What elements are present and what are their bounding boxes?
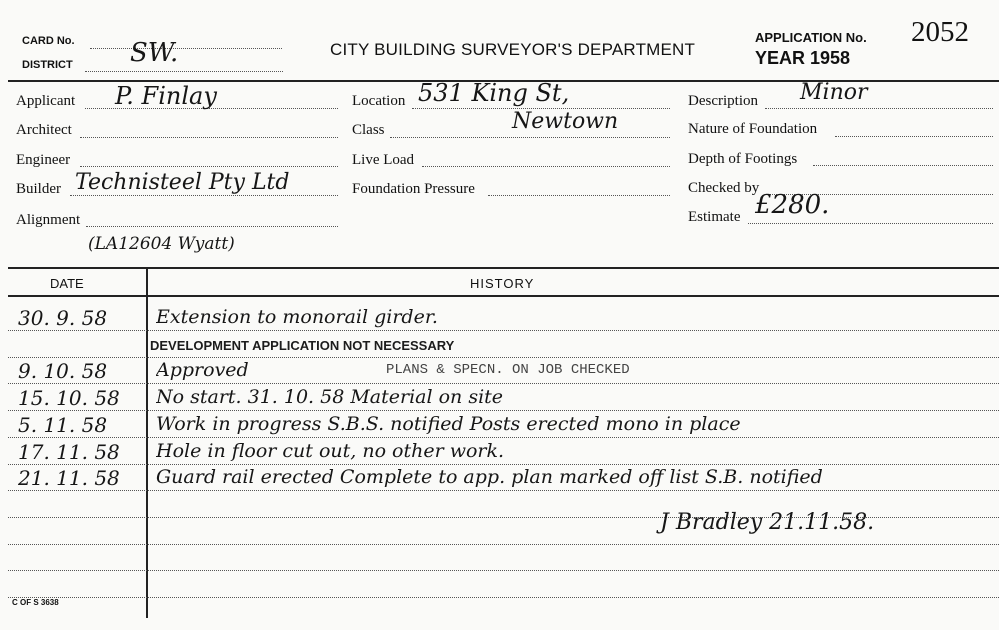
location-label: Location (352, 93, 406, 109)
history-ruled-line (8, 570, 999, 571)
history-date: 30. 9. 58 (18, 306, 108, 330)
estimate-label: Estimate (688, 209, 741, 225)
history-ruled-line (8, 437, 999, 438)
foundation-pressure-label: Foundation Pressure (352, 181, 475, 197)
history-entry: No start. 31. 10. 58 Material on site (156, 386, 504, 408)
nature-of-foundation-label: Nature of Foundation (688, 121, 818, 137)
location-value: 531 King St, (418, 79, 570, 107)
class-value: Newtown (512, 109, 619, 134)
history-date: 15. 10. 58 (18, 386, 120, 410)
application-no-label: APPLICATION No. (755, 30, 867, 45)
application-number: 2052 (911, 16, 969, 48)
signature: J Bradley 21.11.58. (660, 510, 875, 535)
description-value: Minor (800, 80, 868, 105)
builder-value: Technisteel Pty Ltd (75, 170, 290, 195)
history-date: 5. 11. 58 (18, 413, 108, 437)
history-entry: Work in progress S.B.S. notified Posts erected mono in place (156, 413, 741, 435)
alignment-label: Alignment (16, 212, 81, 228)
district-value: SW. (130, 38, 179, 68)
applicant-value: P. Finlay (115, 82, 217, 110)
estimate-value: £280. (755, 190, 830, 220)
depth-of-footings-label: Depth of Footings (688, 151, 798, 167)
history-column-header: HISTORY (470, 276, 535, 291)
history-date: 21. 11. 58 (18, 466, 120, 490)
alignment-note: (LA12604 Wyatt) (88, 234, 235, 254)
plans-checked-stamp: PLANS & SPECN. ON JOB CHECKED (386, 362, 630, 378)
history-ruled-line (8, 357, 999, 358)
card-no-label: CARD No. (22, 35, 75, 47)
checked-by-label: Checked by (688, 180, 760, 196)
applicant-label: Applicant (16, 93, 76, 109)
page-title: CITY BUILDING SURVEYOR'S DEPARTMENT (330, 40, 696, 59)
history-entry: Extension to monorail girder. (156, 306, 438, 328)
development-stamp: DEVELOPMENT APPLICATION NOT NECESSARY (150, 338, 455, 353)
history-ruled-line (8, 464, 999, 465)
date-column-header: DATE (50, 276, 84, 291)
form-code: C OF S 3638 (12, 598, 59, 607)
live-load-label: Live Load (352, 152, 415, 168)
class-label: Class (352, 122, 385, 138)
description-label: Description (688, 93, 758, 109)
history-ruled-line (8, 490, 999, 491)
history-entry: Hole in floor cut out, no other work. (156, 440, 505, 462)
history-entry: Guard rail erected Complete to app. plan marked off list S.B. notified (156, 466, 823, 488)
builder-label: Builder (16, 181, 61, 197)
district-label: DISTRICT (22, 59, 73, 71)
history-date: 9. 10. 58 (18, 359, 108, 383)
history-ruled-line (8, 383, 999, 384)
history-ruled-line (8, 330, 999, 331)
history-ruled-line (8, 544, 999, 545)
history-date: 17. 11. 58 (18, 440, 120, 464)
history-ruled-line (8, 410, 999, 411)
year-label: YEAR 1958 (755, 48, 851, 68)
engineer-label: Engineer (16, 152, 71, 168)
history-ruled-line (8, 597, 999, 598)
architect-label: Architect (16, 122, 72, 138)
history-entry: Approved (156, 359, 249, 381)
